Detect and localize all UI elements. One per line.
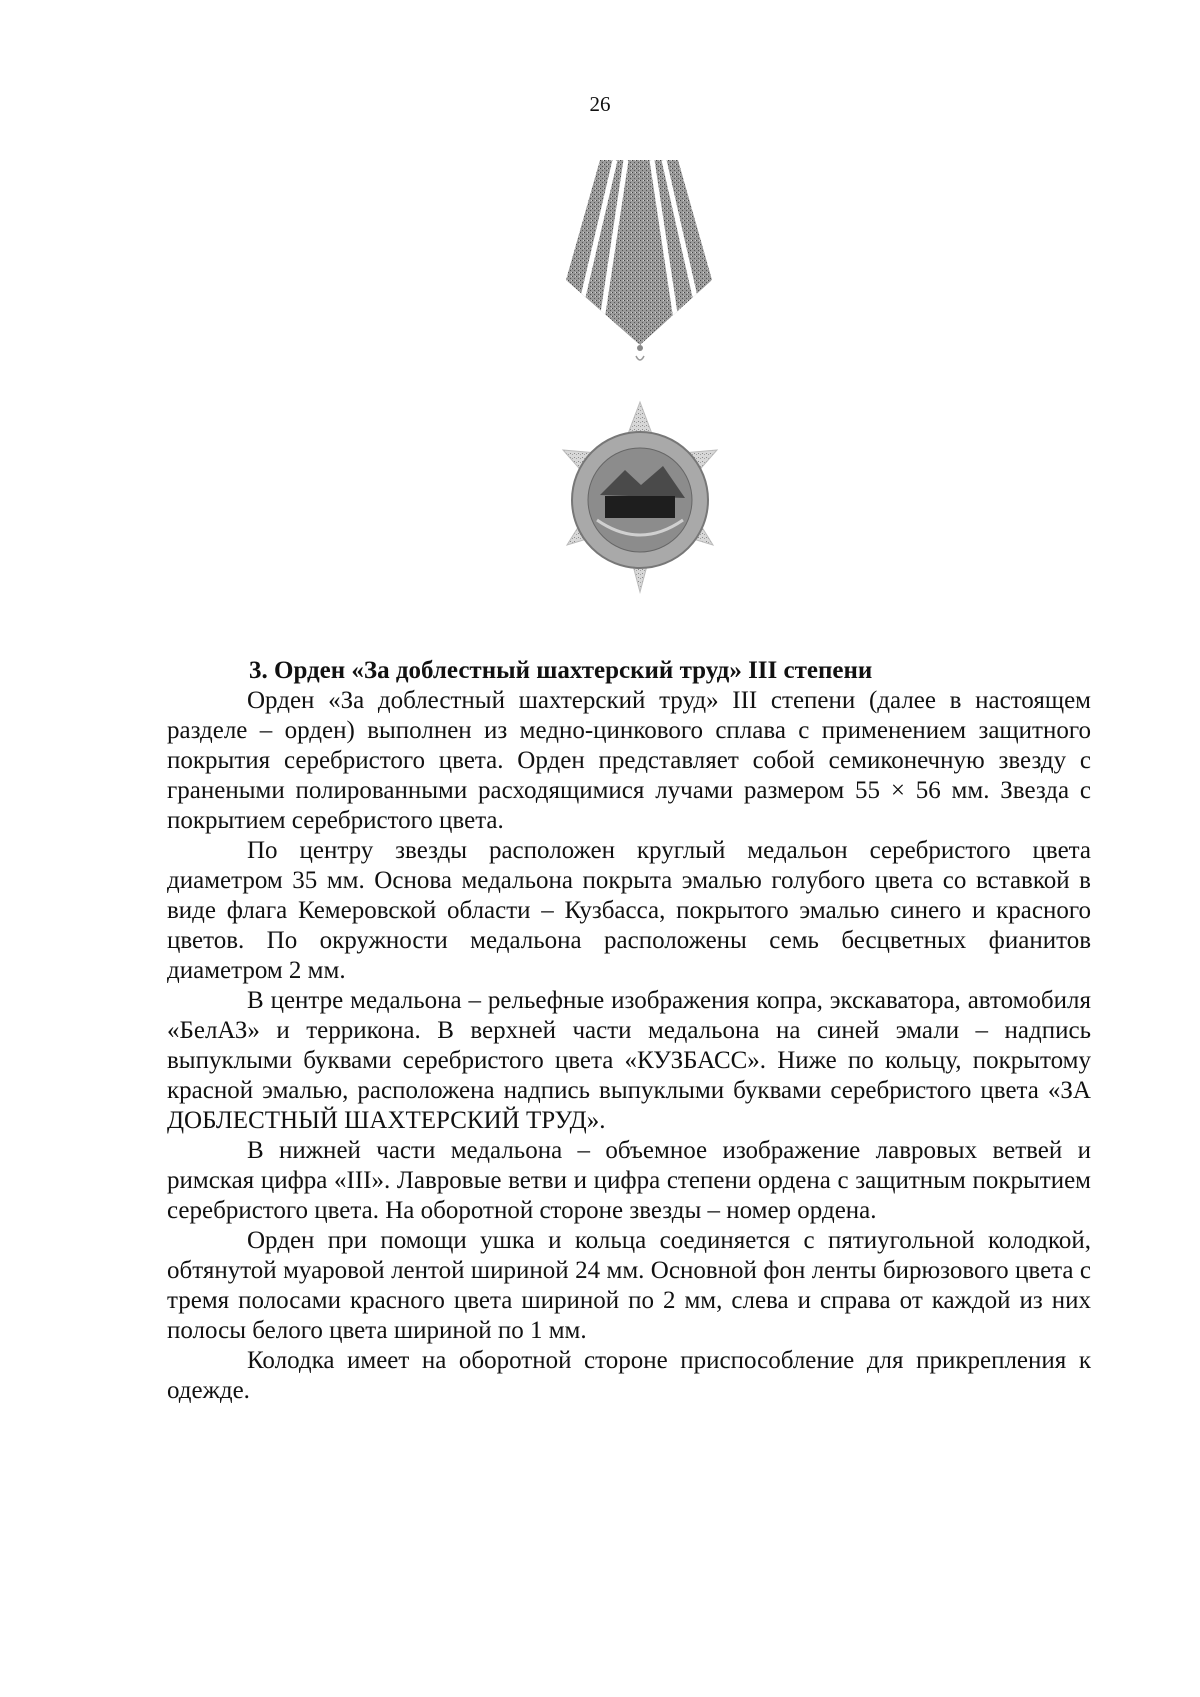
- page-number: 26: [589, 92, 611, 116]
- article-text: [167, 656, 1091, 1406]
- section-title: 3. Орден «За доблестный шахтерский труд» III степени: [249, 657, 873, 684]
- ribbon-mount-image: [560, 160, 720, 370]
- paragraph-6: Колодка имеет на оборотной стороне приспособление для прикрепления к одежде.: [167, 1347, 1091, 1404]
- paragraph-3: В центре медальона – рельефные изображения копра, экскаватора, автомобиля «БелАЗ» и терриконa. В верхней части медальона на синей эмали – надпись выпуклыми буквами серебристого цвета «КУЗБАСС». Ниже по кольцу, покрытому красной эмалью, расположена надпись выпуклыми буквами серебристого цвета «ЗА ДОБЛЕСТНЫЙ ШАХТЕРСКИЙ ТРУД».: [167, 987, 1091, 1134]
- paragraph-1: Орден «За доблестный шахтерский труд» III степени (далее в настоящем разделе – орден) выполнен из медно-цинкового сплава с применением защитного покрытия серебристого цвета. Орден представляет собой семиконечную звезду с гранеными полированными расходящимися лучами размером 55 × 56 мм. Звезда с покрытием серебристого цвета.: [167, 687, 1091, 834]
- paragraph-2: По центру звезды расположен круглый медальон серебристого цвета диаметром 35 мм. Основа медальона покрыта эмалью голубого цвета со вставкой в виде флага Кемеровской области – Кузбасса, покрытого эмалью синего и красного цветов. По окружности медальона расположены семь бесцветных фианитов диаметром 2 мм.: [167, 837, 1091, 984]
- paragraph-5: Орден при помощи ушка и кольца соединяется с пятиугольной колодкой, обтянутой муаровой лентой шириной 24 мм. Основной фон ленты бирюзового цвета с тремя полосами красного цвета шириной по 2 мм, слева и справа от каждой из них полосы белого цвета шириной по 1 мм.: [167, 1227, 1091, 1344]
- paragraph-4: В нижней части медальона – объемное изображение лавровых ветвей и римская цифра «III». Лавровые ветви и цифра степени ордена с защитным покрытием серебристого цвета. На оборотной стороне звезды – номер ордена.: [167, 1137, 1091, 1224]
- order-star-image: [545, 400, 735, 600]
